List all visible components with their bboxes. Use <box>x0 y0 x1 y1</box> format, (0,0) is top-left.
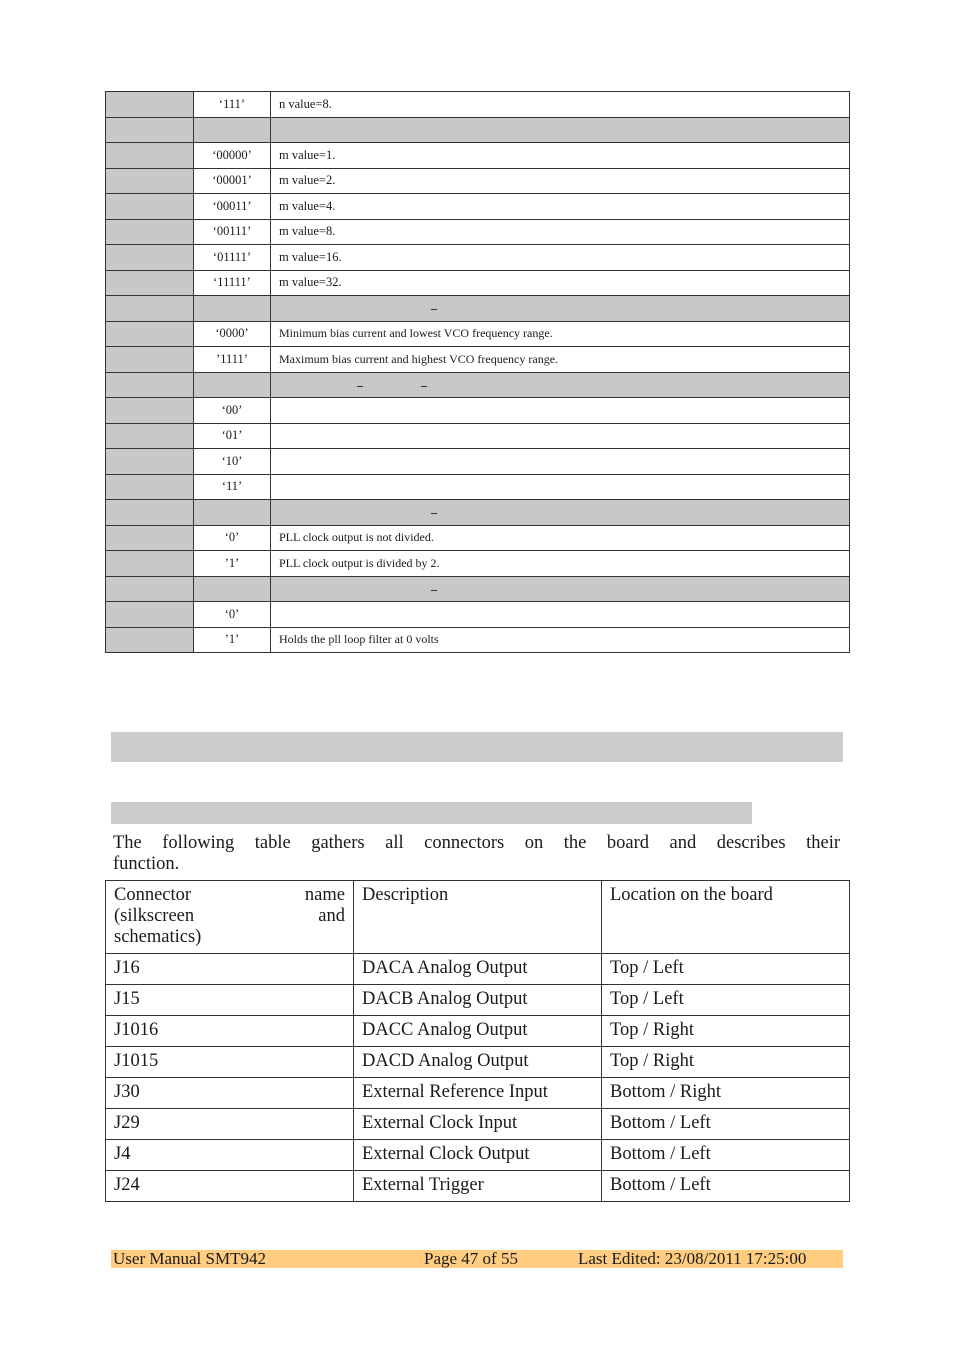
connector-description-cell: DACD Analog Output <box>354 1047 602 1078</box>
register-field-cell <box>106 143 194 169</box>
register-table-body <box>106 92 850 653</box>
connector-row <box>106 985 850 1016</box>
section-heading-bar <box>111 732 843 762</box>
register-description-cell: m value=1. <box>271 143 850 169</box>
connector-description-cell: External Reference Input <box>354 1078 602 1109</box>
register-description-cell <box>271 423 850 449</box>
register-field-cell <box>106 347 194 373</box>
register-field-cell <box>106 500 194 526</box>
page-footer <box>111 1250 843 1268</box>
connector-description-cell: DACB Analog Output <box>354 985 602 1016</box>
connector-location-cell: Bottom / Left <box>602 1109 850 1140</box>
register-value-row <box>106 143 850 169</box>
dash-mark <box>431 590 437 591</box>
register-field-cell <box>106 551 194 577</box>
connector-description-cell: External Trigger <box>354 1171 602 1202</box>
connector-description-cell: DACC Analog Output <box>354 1016 602 1047</box>
header-name-line-2: (silkscreen and <box>114 906 345 926</box>
register-field-cell <box>106 321 194 347</box>
connector-table-header <box>106 881 850 954</box>
connector-location-cell: Top / Right <box>602 1016 850 1047</box>
connector-location-cell: Top / Left <box>602 985 850 1016</box>
register-code-cell <box>194 500 271 526</box>
register-description-cell: Minimum bias current and lowest VCO frequency range. <box>271 321 850 347</box>
register-code-cell: ‘10’ <box>194 449 271 475</box>
register-field-header-row <box>106 500 850 526</box>
register-value-row <box>106 423 850 449</box>
register-field-cell <box>106 449 194 475</box>
register-value-row <box>106 219 850 245</box>
register-field-cell <box>106 194 194 220</box>
connector-name-cell: J4 <box>106 1140 354 1171</box>
register-code-cell: ’1111’ <box>194 347 271 373</box>
register-description-cell: m value=4. <box>271 194 850 220</box>
intro-paragraph <box>113 833 840 875</box>
register-field-cell <box>106 576 194 602</box>
register-value-row <box>106 449 850 475</box>
register-value-row <box>106 525 850 551</box>
register-field-header-row <box>106 117 850 143</box>
connector-name-cell: J1016 <box>106 1016 354 1047</box>
register-value-row <box>106 245 850 271</box>
register-table <box>105 91 850 653</box>
register-field-cell <box>106 168 194 194</box>
register-description-cell <box>271 474 850 500</box>
header-location: Location on the board <box>602 881 850 954</box>
register-code-cell: ‘0’ <box>194 602 271 628</box>
register-value-row <box>106 347 850 373</box>
intro-line-1: The following table gathers all connectors on the board and describes their <box>113 833 840 853</box>
register-field-cell <box>106 270 194 296</box>
subsection-heading-bar <box>111 802 752 824</box>
register-description-cell <box>271 117 850 143</box>
connector-row <box>106 1109 850 1140</box>
register-description-cell: m value=32. <box>271 270 850 296</box>
register-field-cell <box>106 296 194 322</box>
dash-mark <box>421 386 427 387</box>
header-name-line-3: schematics) <box>114 927 202 947</box>
connector-location-cell: Top / Right <box>602 1047 850 1078</box>
register-code-cell: ’1’ <box>194 551 271 577</box>
register-description-cell: n value=8. <box>271 92 850 118</box>
register-code-cell: ‘00011’ <box>194 194 271 220</box>
register-value-row <box>106 474 850 500</box>
register-description-cell <box>271 602 850 628</box>
register-field-cell <box>106 92 194 118</box>
intro-line-2: function. <box>113 854 180 874</box>
register-field-cell <box>106 372 194 398</box>
register-code-cell <box>194 117 271 143</box>
connector-row <box>106 1016 850 1047</box>
dash-mark <box>431 513 437 514</box>
register-field-cell <box>106 627 194 653</box>
register-value-row <box>106 627 850 653</box>
register-field-header-row <box>106 576 850 602</box>
register-code-cell: ‘111’ <box>194 92 271 118</box>
register-field-cell <box>106 423 194 449</box>
register-value-row <box>106 168 850 194</box>
register-code-cell <box>194 372 271 398</box>
register-field-header-row <box>106 372 850 398</box>
header-name-line-1: Connector name <box>114 885 345 905</box>
connector-description-cell: External Clock Output <box>354 1140 602 1171</box>
connector-row <box>106 1171 850 1202</box>
register-code-cell: ‘11’ <box>194 474 271 500</box>
register-code-cell: ‘0000’ <box>194 321 271 347</box>
connector-table <box>105 880 850 1202</box>
register-code-cell: ‘00001’ <box>194 168 271 194</box>
header-description: Description <box>354 881 602 954</box>
register-value-row <box>106 270 850 296</box>
connector-description-cell: External Clock Input <box>354 1109 602 1140</box>
register-field-cell <box>106 245 194 271</box>
register-code-cell: ‘01111’ <box>194 245 271 271</box>
connector-location-cell: Bottom / Right <box>602 1078 850 1109</box>
register-description-cell <box>271 449 850 475</box>
register-field-cell <box>106 117 194 143</box>
register-description-cell <box>271 372 850 398</box>
dash-mark <box>431 309 437 310</box>
connector-location-cell: Bottom / Left <box>602 1140 850 1171</box>
register-code-cell: ‘11111’ <box>194 270 271 296</box>
connector-name-cell: J1015 <box>106 1047 354 1078</box>
register-field-cell <box>106 525 194 551</box>
register-field-cell <box>106 474 194 500</box>
register-code-cell: ‘00111’ <box>194 219 271 245</box>
register-code-cell: ’1’ <box>194 627 271 653</box>
register-field-cell <box>106 602 194 628</box>
register-field-cell <box>106 219 194 245</box>
footer-last-edited: Last Edited: 23/08/2011 17:25:00 <box>578 1249 807 1268</box>
connector-name-cell: J30 <box>106 1078 354 1109</box>
register-description-cell: m value=2. <box>271 168 850 194</box>
connector-row <box>106 954 850 985</box>
register-code-cell: ‘0’ <box>194 525 271 551</box>
connector-row <box>106 1078 850 1109</box>
connector-row <box>106 1047 850 1078</box>
register-code-cell <box>194 576 271 602</box>
register-description-cell <box>271 398 850 424</box>
register-code-cell <box>194 296 271 322</box>
connector-location-cell: Bottom / Left <box>602 1171 850 1202</box>
connector-table-body <box>106 881 850 1202</box>
register-description-cell: Holds the pll loop filter at 0 volts <box>271 627 850 653</box>
footer-manual-title: User Manual SMT942 <box>113 1249 266 1268</box>
register-description-cell <box>271 576 850 602</box>
register-code-cell: ‘00’ <box>194 398 271 424</box>
footer-page-number: Page 47 of 55 <box>424 1249 518 1268</box>
register-description-cell <box>271 296 850 322</box>
register-code-cell: ‘01’ <box>194 423 271 449</box>
register-value-row <box>106 398 850 424</box>
register-description-cell: m value=16. <box>271 245 850 271</box>
register-value-row <box>106 321 850 347</box>
connector-name-cell: J24 <box>106 1171 354 1202</box>
register-description-cell: Maximum bias current and highest VCO frequency range. <box>271 347 850 373</box>
header-connector-name <box>106 881 354 954</box>
register-value-row <box>106 92 850 118</box>
connector-name-cell: J16 <box>106 954 354 985</box>
register-description-cell: m value=8. <box>271 219 850 245</box>
connector-row <box>106 1140 850 1171</box>
connector-description-cell: DACA Analog Output <box>354 954 602 985</box>
connector-name-cell: J29 <box>106 1109 354 1140</box>
register-field-header-row <box>106 296 850 322</box>
register-value-row <box>106 551 850 577</box>
register-description-cell: PLL clock output is not divided. <box>271 525 850 551</box>
dash-mark <box>357 386 363 387</box>
register-description-cell <box>271 500 850 526</box>
register-value-row <box>106 194 850 220</box>
register-value-row <box>106 602 850 628</box>
register-field-cell <box>106 398 194 424</box>
register-code-cell: ‘00000’ <box>194 143 271 169</box>
connector-location-cell: Top / Left <box>602 954 850 985</box>
connector-name-cell: J15 <box>106 985 354 1016</box>
register-description-cell: PLL clock output is divided by 2. <box>271 551 850 577</box>
